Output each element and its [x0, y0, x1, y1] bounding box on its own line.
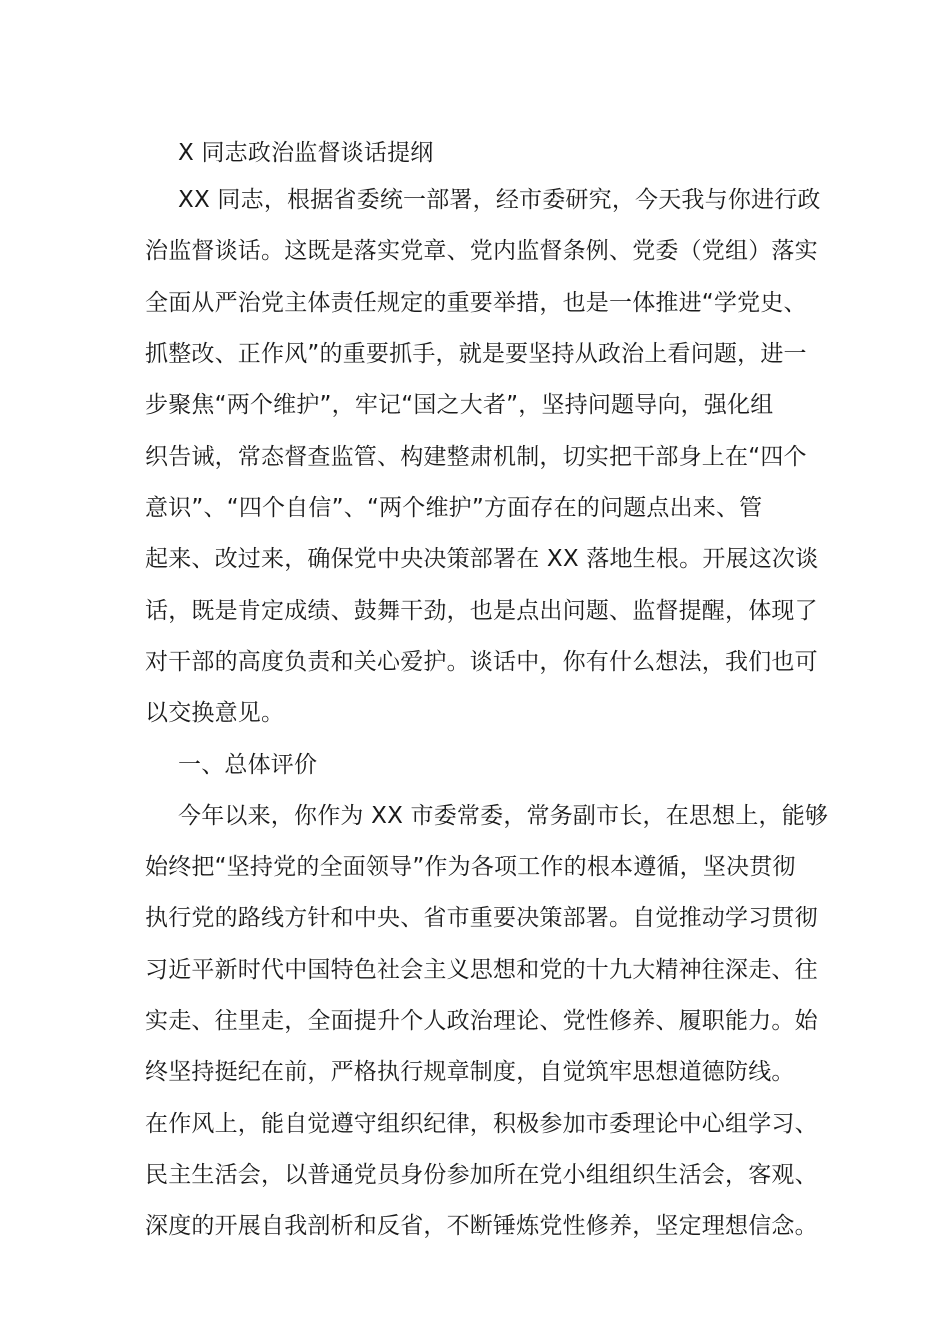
intro-line-3: 全面从严治党主体责任规定的重要举措，也是一体推进“学党史、 [145, 290, 807, 316]
intro-line-10: 对干部的高度负责和关心爱护。谈话中，你有什么想法，我们也可 [145, 649, 818, 675]
intro-line-8: 起来、改过来，确保党中央决策部署在 XX 落地生根。开展这次谈 [145, 546, 819, 572]
section-line-5: 实走、往里走，全面提升个人政治理论、党性修养、履职能力。始 [145, 1008, 818, 1034]
section-line-1: 今年以来，你作为 XX 市委常委，常务副市长，在思想上，能够 [178, 803, 829, 829]
intro-line-11: 以交换意见。 [145, 700, 285, 726]
intro-line-4: 抓整改、正作风”的重要抓手，就是要坚持从政治上看问题，进一 [145, 341, 807, 367]
intro-line-9: 话，既是肯定成绩、鼓舞干劲，也是点出问题、监督提醒，体现了 [145, 598, 818, 624]
intro-line-5: 步聚焦“两个维护”，牢记“国之大者”，坚持问题导向，强化组 [145, 392, 774, 418]
document-title: X 同志政治监督谈话提纲 [178, 140, 434, 166]
section-heading: 一、总体评价 [178, 752, 318, 778]
section-line-7: 在作风上，能自觉遵守组织纪律，积极参加市委理论中心组学习、 [145, 1111, 818, 1137]
section-line-4: 习近平新时代中国特色社会主义思想和党的十九大精神往深走、往 [145, 957, 818, 983]
intro-line-6: 织告诫，常态督查监管、构建整肃机制，切实把干部身上在“四个 [145, 444, 807, 470]
intro-line-1: XX 同志，根据省委统一部署，经市委研究，今天我与你进行政 [178, 187, 821, 213]
section-line-6: 终坚持挺纪在前，严格执行规章制度，自觉筑牢思想道德防线。 [145, 1059, 795, 1085]
section-line-8: 民主生活会，以普通党员身份参加所在党小组组织生活会，客观、 [145, 1162, 818, 1188]
section-line-3: 执行党的路线方针和中央、省市重要决策部署。自觉推动学习贯彻 [145, 905, 818, 931]
section-line-2: 始终把“坚持党的全面领导”作为各项工作的根本遵循，坚决贯彻 [145, 854, 796, 880]
section-line-9: 深度的开展自我剖析和反省，不断锤炼党性修养，坚定理想信念。 [145, 1213, 818, 1239]
intro-line-7: 意识”、“四个自信”、“两个维护”方面存在的问题点出来、管 [145, 495, 763, 521]
intro-line-2: 治监督谈话。这既是落实党章、党内监督条例、党委（党组）落实 [145, 238, 818, 264]
